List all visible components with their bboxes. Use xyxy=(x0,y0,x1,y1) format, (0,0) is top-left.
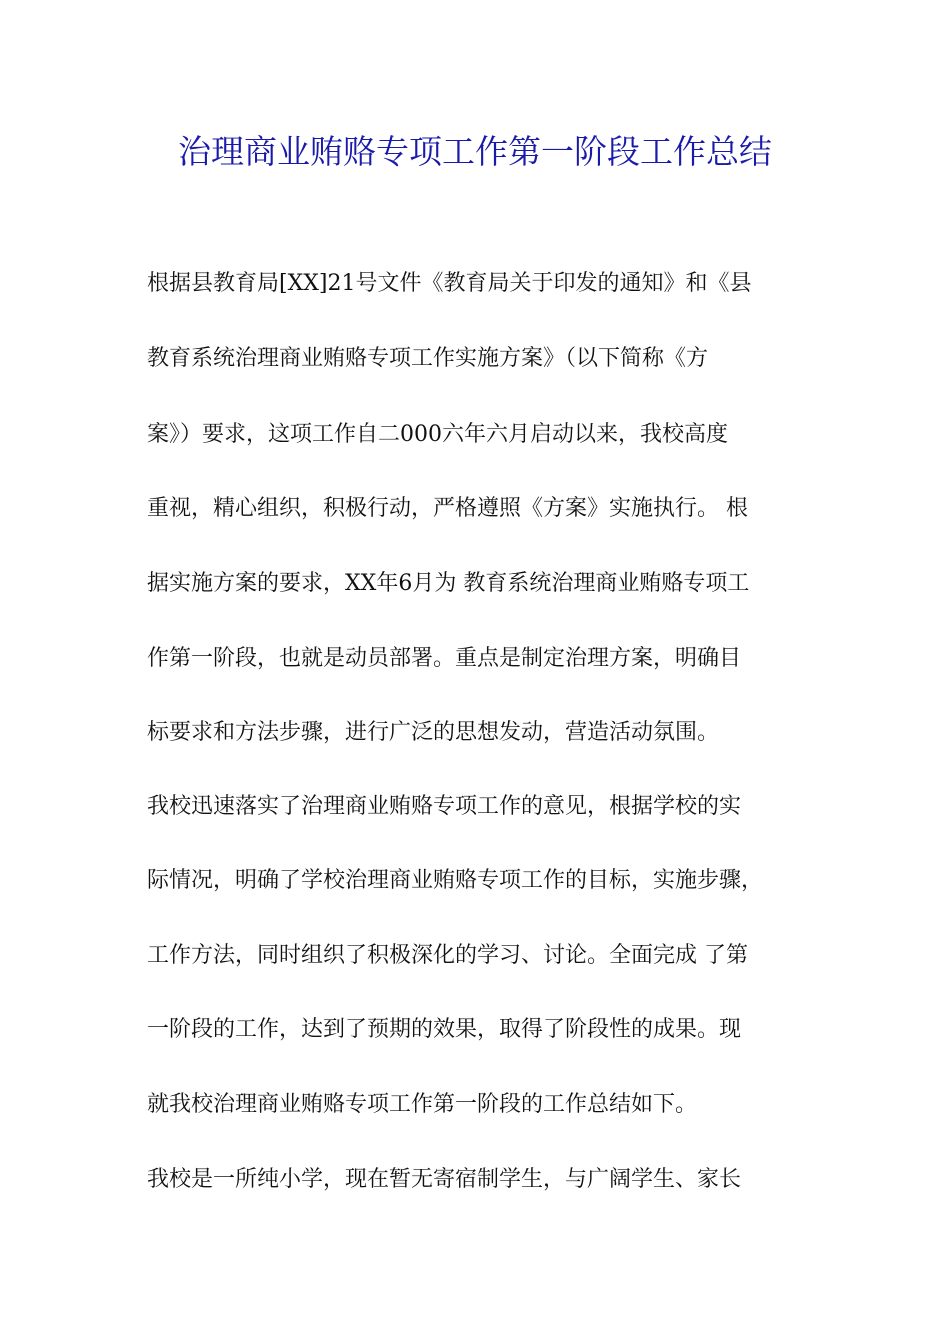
body-line: 作第一阶段，也就是动员部署。重点是制定治理方案，明确目 xyxy=(147,646,742,671)
body-line: 教育系统治理商业贿赂专项工作实施方案》（以下简称《方 xyxy=(147,346,709,371)
body-line: 一阶段的工作，达到了预期的效果，取得了阶段性的成果。现 xyxy=(147,1017,742,1042)
body-line: 就我校治理商业贿赂专项工作第一阶段的工作总结如下。 xyxy=(147,1092,698,1117)
body-line: 根据县教育局[XX]21号文件《教育局关于印发的通知》和《县 xyxy=(147,271,752,296)
body-line: 据实施方案的要求，XX年6月为 教育系统治理商业贿赂专项工 xyxy=(147,571,750,596)
body-line: 我校迅速落实了治理商业贿赂专项工作的意见，根据学校的实 xyxy=(147,794,742,819)
body-line: 际情况，明确了学校治理商业贿赂专项工作的目标，实施步骤， xyxy=(147,868,764,893)
body-line: 标要求和方法步骤，进行广泛的思想发动，营造活动氛围。 xyxy=(147,720,720,745)
body-line: 工作方法，同时组织了积极深化的学习、讨论。全面完成 了第 xyxy=(147,943,748,968)
body-line: 我校是一所纯小学，现在暂无寄宿制学生，与广阔学生、家长 xyxy=(147,1167,742,1192)
page-title: 治理商业贿赂专项工作第一阶段工作总结 xyxy=(178,132,772,171)
body-line: 案》）要求，这项工作自二000六年六月启动以来，我校高度 xyxy=(147,422,728,447)
body-line: 重视，精心组织，积极行动，严格遵照《方案》实施执行。 根 xyxy=(147,496,748,521)
